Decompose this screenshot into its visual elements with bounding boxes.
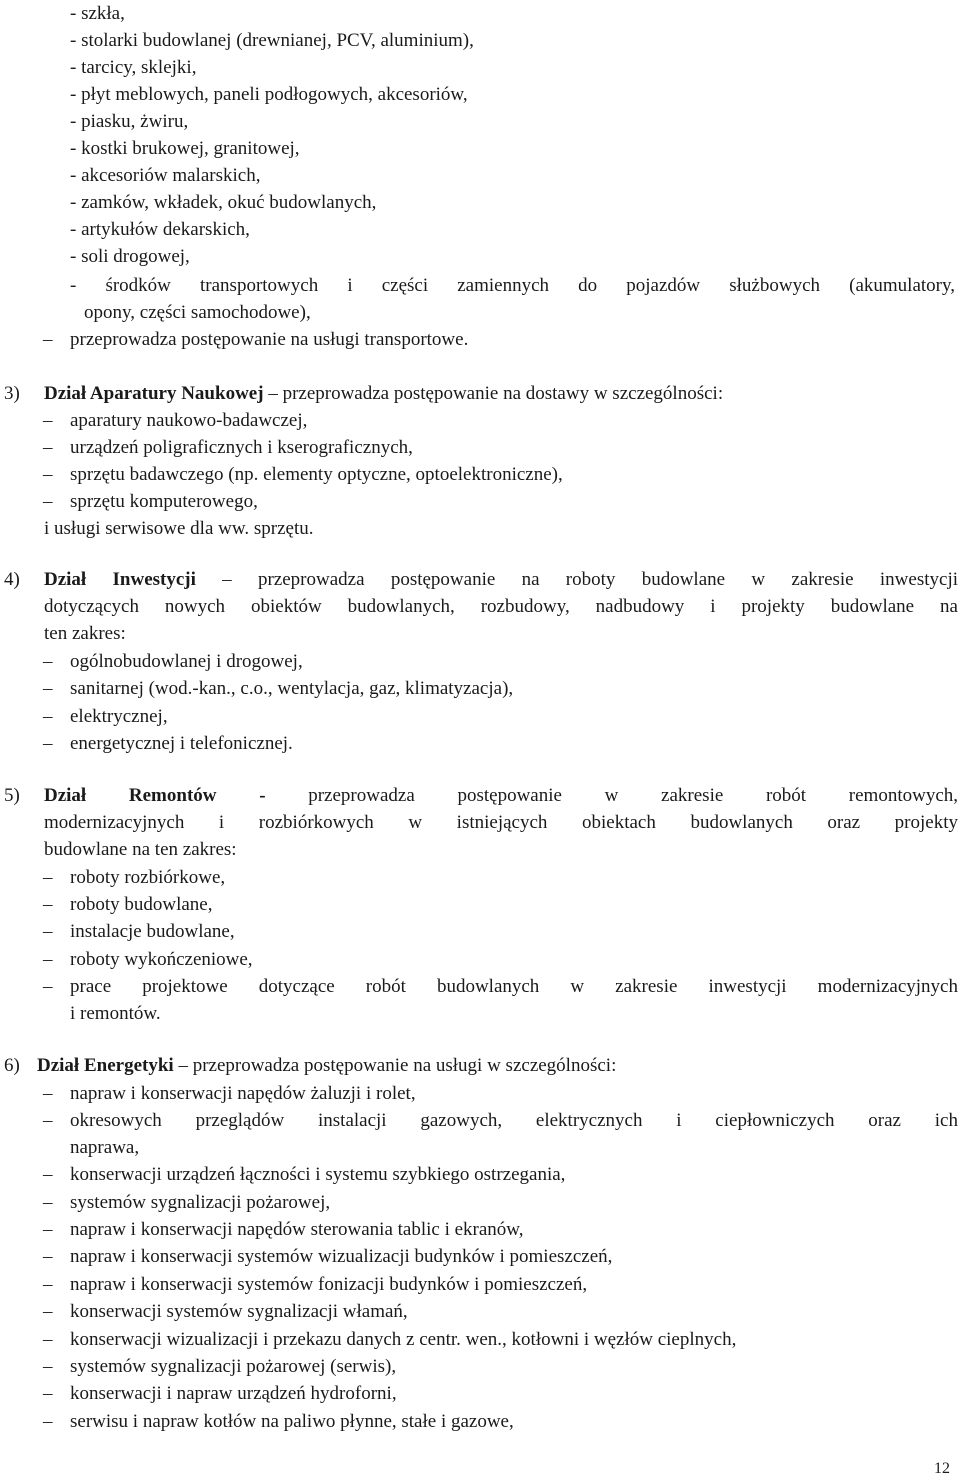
section-number: 3) <box>4 383 20 404</box>
list-item: roboty wykończeniowe, <box>70 949 253 970</box>
dash-bullet: – <box>43 706 53 727</box>
list-item: konserwacji systemów sygnalizacji włamań, <box>70 1301 408 1322</box>
section-intro: – przeprowadza postępowanie na dostawy w szczególności: <box>263 383 724 404</box>
dash-bullet: – <box>43 894 53 915</box>
list-item: - soli drogowej, <box>70 246 190 267</box>
list-item-continuation: naprawa, <box>70 1137 140 1158</box>
list-item: konserwacji urządzeń łączności i systemu szybkiego ostrzegania, <box>70 1164 566 1185</box>
list-item: sprzętu badawczego (np. elementy optyczne, optoelektroniczne), <box>70 464 563 485</box>
list-item: - tarcicy, sklejki, <box>70 57 197 78</box>
dash-bullet: – <box>43 1301 53 1322</box>
list-item: prace projektowe dotyczące robót budowlanych w zakresie inwestycji modernizacyjnych <box>70 976 958 997</box>
list-item: - płyt meblowych, paneli podłogowych, akcesoriów, <box>70 84 468 105</box>
list-item-long-line1: - środków transportowych i części zamiennych do pojazdów służbowych (akumulatory, <box>70 275 955 296</box>
dash-bullet: – <box>43 1329 53 1350</box>
section-text-line: dotyczących nowych obiektów budowlanych, rozbudowy, nadbudowy i projekty budowlane na <box>44 596 958 617</box>
list-item: konserwacji i napraw urządzeń hydroforni, <box>70 1383 397 1404</box>
page-number: 12 <box>934 1460 950 1477</box>
list-item: - piasku, żwiru, <box>70 111 189 132</box>
list-item: elektrycznej, <box>70 706 168 727</box>
list-item: napraw i konserwacji systemów fonizacji budynków i pomieszczeń, <box>70 1274 588 1295</box>
section-number: 6) <box>4 1055 20 1076</box>
list-item: systemów sygnalizacji pożarowej (serwis), <box>70 1356 397 1377</box>
section-heading-line <box>44 566 958 593</box>
dash-bullet: – <box>43 1164 53 1185</box>
list-item-continuation: i remontów. <box>70 1003 161 1024</box>
section-heading-line <box>44 782 958 809</box>
dash-bullet: – <box>43 410 53 431</box>
dash-bullet: – <box>43 1110 53 1131</box>
dash-bullet: – <box>43 464 53 485</box>
section-heading-line <box>37 1052 616 1079</box>
section-text-line: ten zakres: <box>44 623 126 644</box>
dash-bullet: – <box>43 976 53 997</box>
list-item: przeprowadza postępowanie na usługi transportowe. <box>70 329 469 350</box>
list-item: - kostki brukowej, granitowej, <box>70 138 300 159</box>
dash-bullet: – <box>43 651 53 672</box>
list-item: napraw i konserwacji napędów sterowania tablic i ekranów, <box>70 1219 524 1240</box>
list-item: aparatury naukowo-badawczej, <box>70 410 308 431</box>
list-item: - zamków, wkładek, okuć budowlanych, <box>70 192 377 213</box>
section-heading: Dział Remontów - <box>44 785 266 806</box>
section-closing: i usługi serwisowe dla ww. sprzętu. <box>44 518 314 539</box>
dash-bullet: – <box>43 867 53 888</box>
section-heading: Dział Aparatury Naukowej <box>44 383 264 404</box>
list-item: konserwacji wizualizacji i przekazu danych z centr. wen., kotłowni i węzłów cieplnych, <box>70 1329 737 1350</box>
dash-bullet: – <box>43 1356 53 1377</box>
dash-bullet: – <box>43 1274 53 1295</box>
list-item: roboty budowlane, <box>70 894 213 915</box>
dash-bullet: – <box>43 1411 53 1432</box>
section-intro: – przeprowadza postępowanie na usługi w szczególności: <box>173 1055 617 1076</box>
dash-bullet: – <box>43 491 53 512</box>
dash-bullet: – <box>43 1246 53 1267</box>
list-item: serwisu i napraw kotłów na paliwo płynne, stałe i gazowe, <box>70 1411 514 1432</box>
list-item: - stolarki budowlanej (drewnianej, PCV, aluminium), <box>70 30 474 51</box>
dash-bullet: – <box>43 1219 53 1240</box>
dash-bullet: – <box>43 733 53 754</box>
list-item: - artykułów dekarskich, <box>70 219 250 240</box>
list-item: energetycznej i telefonicznej. <box>70 733 293 754</box>
section-text-line: modernizacyjnych i rozbiórkowych w istniejących obiektach budowlanych oraz projekty <box>44 812 958 833</box>
section-number: 5) <box>4 785 20 806</box>
dash-bullet: – <box>43 1383 53 1404</box>
list-item: roboty rozbiórkowe, <box>70 867 226 888</box>
dash-bullet: – <box>43 1192 53 1213</box>
section-heading-line <box>44 380 723 407</box>
section-number: 4) <box>4 569 20 590</box>
dash-bullet: – <box>43 949 53 970</box>
dash-bullet: – <box>43 437 53 458</box>
dash-bullet: – <box>43 329 53 350</box>
dash-bullet: – <box>43 921 53 942</box>
list-item: - akcesoriów malarskich, <box>70 165 261 186</box>
section-heading: Dział Energetyki <box>37 1055 174 1076</box>
list-item: okresowych przeglądów instalacji gazowych, elektrycznych i ciepłowniczych oraz ich <box>70 1110 958 1131</box>
section-heading: Dział Inwestycji <box>44 569 196 590</box>
list-item: ogólnobudowlanej i drogowej, <box>70 651 303 672</box>
section-text: przeprowadza postępowanie w zakresie robót remontowych, <box>265 785 958 806</box>
list-item: napraw i konserwacji napędów żaluzji i rolet, <box>70 1083 416 1104</box>
list-item: - szkła, <box>70 3 125 24</box>
dash-bullet: – <box>43 1083 53 1104</box>
section-text: – przeprowadza postępowanie na roboty budowlane w zakresie inwestycji <box>195 569 959 590</box>
list-item: systemów sygnalizacji pożarowej, <box>70 1192 331 1213</box>
dash-bullet: – <box>43 678 53 699</box>
list-item: instalacje budowlane, <box>70 921 235 942</box>
section-text-line: budowlane na ten zakres: <box>44 839 237 860</box>
list-item: sprzętu komputerowego, <box>70 491 258 512</box>
list-item: sanitarnej (wod.-kan., c.o., wentylacja, gaz, klimatyzacja), <box>70 678 514 699</box>
list-item: napraw i konserwacji systemów wizualizacji budynków i pomieszczeń, <box>70 1246 613 1267</box>
list-item-long-line2: opony, części samochodowe), <box>84 302 311 323</box>
list-item: urządzeń poligraficznych i kserograficznych, <box>70 437 413 458</box>
